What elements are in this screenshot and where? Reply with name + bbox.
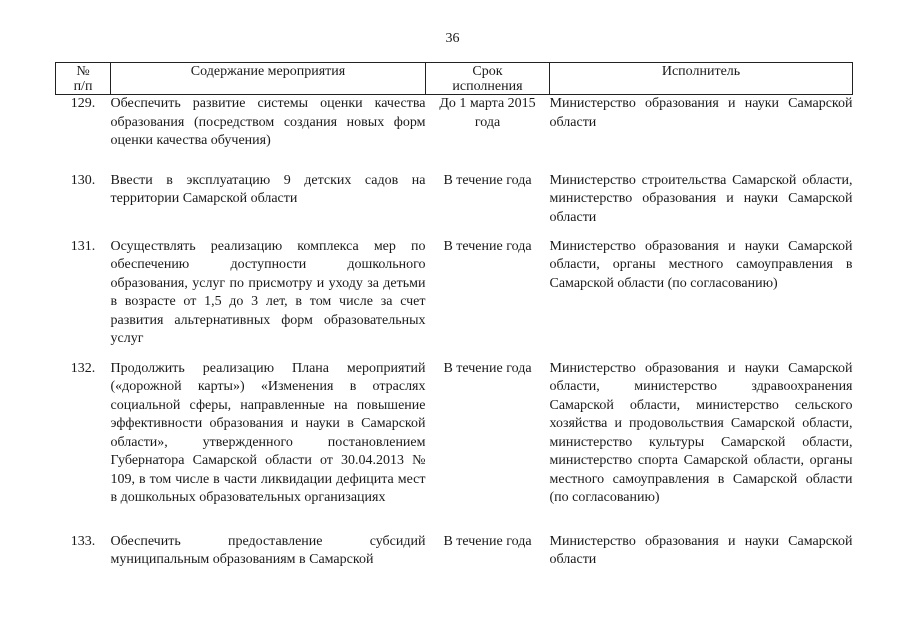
row-deadline: В течение года (443, 238, 532, 254)
row-content: Ввести в эксплуатацию 9 детских садов на территории Самарской области (110, 172, 426, 206)
row-executor: Министерство образования и науки Самарской области (549, 96, 853, 130)
row-number: 130. (70, 172, 96, 188)
table-header-row (56, 63, 853, 95)
page-number: 36 (445, 31, 460, 46)
table-row (56, 238, 853, 360)
row-executor: Министерство образования и науки Самарской области (549, 533, 853, 567)
table-row (56, 533, 853, 570)
header-number: № п/п (56, 63, 111, 95)
row-content: Обеспечить предоставление субсидий муниципальным образованиям в Самарской (110, 533, 426, 567)
row-number: 131. (70, 238, 96, 254)
header-deadline: Срок исполнения (426, 63, 550, 95)
table-row (56, 360, 853, 533)
header-executor: Исполнитель (550, 63, 853, 95)
row-executor: Министерство образования и науки Самарской области, министерство здравоохранения Самарской области, министерство сельского хозяйства и продовольствия Самарской области, министерство культуры Самарской области, министерство спорта Самарской области, органы местного самоуправления в Самарской области (по согласованию) (549, 360, 853, 505)
table-row (56, 172, 853, 238)
row-number: 129. (70, 96, 96, 111)
row-content: Продолжить реализацию Плана мероприятий («дорожной карты») «Изменения в отраслях социальной сферы, направленные на повышение эффективности образования и науки в Самарской области», утвержденного постановлением Губернатора Самарской области от 30.04.2013 № 109, в том числе в части ликвидации дефицита мест в дошкольных образовательных организациях (110, 360, 426, 505)
table-row (56, 95, 853, 172)
row-executor: Министерство строительства Самарской области, министерство образования и науки Самарской области (549, 172, 853, 225)
row-deadline: В течение года (443, 533, 532, 549)
row-deadline: До 1 марта 2015 года (439, 96, 536, 130)
row-deadline: В течение года (443, 360, 532, 376)
row-number: 132. (70, 360, 96, 376)
row-number: 133. (70, 533, 96, 549)
activities-table (55, 62, 853, 570)
header-content: Содержание мероприятия (111, 63, 426, 95)
row-executor: Министерство образования и науки Самарской области, органы местного самоуправления в Самарской области (по согласованию) (549, 238, 853, 291)
row-content: Осуществлять реализацию комплекса мер по обеспечению доступности дошкольного образования, услуг по присмотру и уходу за детьми в возрасте от 1,5 до 3 лет, в том числе за счет развития альтернативных форм образовательных услуг (110, 238, 426, 346)
row-deadline: В течение года (443, 172, 532, 188)
row-content: Обеспечить развитие системы оценки качества образования (посредством создания новых форм оценки качества обучения) (110, 96, 426, 148)
